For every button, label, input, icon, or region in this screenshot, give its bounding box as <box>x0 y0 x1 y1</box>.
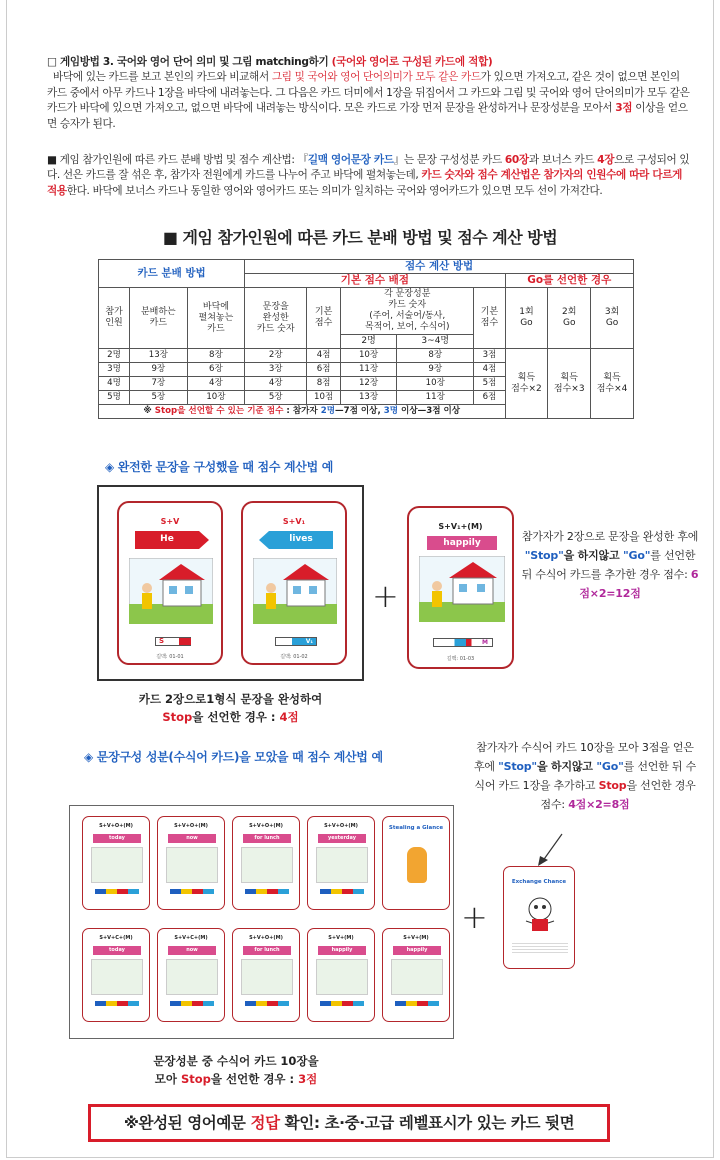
small-card-word: for lunch <box>243 834 291 843</box>
th-distribution: 카드 분배 방법 <box>99 260 245 288</box>
cell: 12장 <box>341 377 397 391</box>
section2-side-text <box>473 738 697 814</box>
plus-sign: + <box>372 577 399 615</box>
small-card-illustration <box>316 847 368 883</box>
cell: 3장 <box>245 363 307 377</box>
card-code: 길맥: 01-01 <box>156 654 184 660</box>
small-card-stripe <box>320 1001 364 1006</box>
game-method-title: □ 게임방법 3. 국어와 영어 단어 의미 및 그림 matching하기 <box>47 56 332 68</box>
small-card-stripe <box>395 1001 439 1006</box>
go-word: "Go" <box>596 760 624 773</box>
small-card-word: happily <box>318 946 366 955</box>
card-code: 길맥: 01-02 <box>280 654 308 660</box>
small-card-word: now <box>168 946 216 955</box>
small-card-stripe <box>170 889 214 894</box>
cell: 8점 <box>307 377 341 391</box>
small-card-word: for lunch <box>243 946 291 955</box>
note-a: : 참가자 <box>283 406 321 416</box>
small-card-word: today <box>93 834 141 843</box>
mascot-illustration <box>518 891 562 935</box>
method-text-2: 가 있으면 가져오고, 같은 것이 없으면 본인의 카드 중에서 아무 카드나 1장을 바닥에 내려놓는다. 그 다음은 카드 더미에서 1장을 뒤집어서 그 카드와 그림 및 국어와 영어 단어의미가 모두 같은 카드가 바닥에 있으면 가져오고, 없으면 바닥에 내려놓는 방식이다. 모은 카드로 가장 먼저 문장을 완성하거나 문장성분을 모아서 <box>47 71 690 115</box>
small-card-stripe <box>95 889 139 894</box>
th-go2: 2회 Go <box>548 288 591 349</box>
tag-m <box>433 638 493 647</box>
caption-line2 <box>96 1070 376 1088</box>
small-card <box>382 816 450 910</box>
caption-text-b: 을 선언한 경우 : <box>210 1072 299 1086</box>
th-2p: 2명 <box>341 335 397 349</box>
cell: 3점 <box>474 349 505 363</box>
footer-text-b: 확인: 초·중·고급 레벨표시가 있는 카드 뒷면 <box>279 1114 575 1132</box>
small-card-word: happily <box>393 946 441 955</box>
small-card <box>82 816 150 910</box>
giraffe-icon <box>407 847 427 883</box>
small-card-formula: S+V+O+(M) <box>324 823 358 829</box>
stop-word-2: Stop <box>598 779 627 792</box>
cell: 10장 <box>187 391 245 405</box>
small-card-illustration <box>241 959 293 995</box>
side-text-c: 를 선언한 뒤 수식어 카드를 추가한 경우 점수: <box>521 549 696 581</box>
cell: 5점 <box>474 377 505 391</box>
cell: 13장 <box>341 391 397 405</box>
cell: 9장 <box>397 363 474 377</box>
small-card-illustration <box>166 847 218 883</box>
cell: 5장 <box>130 391 188 405</box>
section1-caption <box>97 690 364 726</box>
caption-stop: Stop <box>180 1072 211 1086</box>
cell: 6점 <box>307 363 341 377</box>
card-formula <box>409 522 512 531</box>
go2-multiplier: 획득 점수×3 <box>548 349 591 419</box>
small-card-stripe <box>170 1001 214 1006</box>
plus-sign-2: + <box>461 898 488 936</box>
cell: 2명 <box>99 349 130 363</box>
th-go1: 1회 Go <box>505 288 548 349</box>
method-text-3: 이상을 얻으면 승자가 된다. <box>47 102 688 130</box>
side-score: 4점×2=8점 <box>568 798 630 811</box>
bonus-fine-print <box>512 941 568 955</box>
caption-line1: 카드 2장으로1형식 문장을 완성하여 <box>138 692 323 706</box>
note-d: 이상—3점 이상 <box>398 406 461 416</box>
two-card-box <box>97 485 364 681</box>
caption-score: 3점 <box>298 1072 318 1086</box>
small-card <box>82 928 150 1022</box>
small-card-formula: S+V+C+(M) <box>174 935 208 941</box>
caption-line1: 문장성분 중 수식어 카드 10장을 <box>153 1054 319 1068</box>
card-lives <box>241 501 347 665</box>
small-card <box>157 928 225 1022</box>
cell: 4명 <box>99 377 130 391</box>
card-word: happily <box>427 536 497 550</box>
cell: 8장 <box>397 349 474 363</box>
tag-color <box>179 638 191 645</box>
th-complete: 문장을 완성한 카드 숫자 <box>245 288 307 349</box>
go1-multiplier: 획득 점수×2 <box>505 349 548 419</box>
tag-text: M <box>482 639 488 646</box>
stop-word: "Stop" <box>524 549 564 562</box>
th-floor: 바닥에 펼쳐놓는 카드 <box>187 288 245 349</box>
small-card-illustration <box>91 959 143 995</box>
cell: 9장 <box>130 363 188 377</box>
dist-highlight: 카드 숫자와 점수 계산법은 참가자의 인원수에 따라 다르게 적용 <box>47 169 683 197</box>
small-card <box>307 928 375 1022</box>
th-34p: 3~4명 <box>397 335 474 349</box>
small-card-formula: S+V+O+(M) <box>174 823 208 829</box>
side-text-b: 을 하지않고 <box>563 549 623 562</box>
cell: 10장 <box>341 349 397 363</box>
score-table <box>98 259 634 419</box>
dist-text-2: 』는 문장 구성성분 카드 <box>393 154 505 166</box>
small-card-formula: Stealing a Glance <box>388 825 444 831</box>
house-illustration <box>419 556 505 622</box>
cell: 11장 <box>341 363 397 377</box>
ten-card-box <box>69 805 454 1039</box>
small-card-formula: S+V+(M) <box>403 935 429 941</box>
bonus-count: 4장 <box>597 154 615 166</box>
card-formula: S+V₁ <box>282 517 306 526</box>
cell: 4장 <box>187 377 245 391</box>
caption-line2 <box>97 708 364 726</box>
tag-text: V₁ <box>305 638 313 645</box>
footer-red: 정답 <box>250 1114 280 1132</box>
cell: 4장 <box>245 377 307 391</box>
cell: 4점 <box>307 349 341 363</box>
side-text-c: 를 선언한 뒤 수식어 카드 1장을 추가하고 <box>474 760 697 792</box>
cell: 5명 <box>99 391 130 405</box>
dist-text-5: 한다. 바닥에 보너스 카드나 동일한 영어와 영어카드 또는 의미가 일치하는 국어와 영어카드가 있으면 모두 선이 가져간다. <box>66 184 603 197</box>
th-base1: 기본 점수 <box>307 288 341 349</box>
side-text-a: 참가자가 수식어 카드 10장을 모아 3점을 얻은 후에 <box>473 741 694 773</box>
small-card-formula: S+V+(M) <box>328 935 354 941</box>
side-score: 6점×2=12점 <box>579 568 699 600</box>
section-heading: ■ 게임 참가인원에 따른 카드 분배 방법 및 점수 계산 방법 <box>162 228 558 247</box>
cell: 2장 <box>245 349 307 363</box>
stop-word: "Stop" <box>498 760 537 773</box>
small-card-formula: S+V+C+(M) <box>99 935 133 941</box>
answer-check-banner <box>88 1104 610 1142</box>
card-count: 60장 <box>504 154 529 166</box>
card-he <box>117 501 223 665</box>
section2-title: ◈ 문장구성 성분(수식어 카드)을 모았을 때 점수 계산법 예 <box>84 750 383 764</box>
note-b1: 2명 <box>320 406 336 416</box>
small-card-formula: S+V+O+(M) <box>99 823 133 829</box>
caption-text-a: 모아 <box>154 1072 181 1086</box>
cell: 6장 <box>187 363 245 377</box>
cell: 7장 <box>130 377 188 391</box>
small-card-formula: S+V+O+(M) <box>249 823 283 829</box>
th-dealt: 분배하는 카드 <box>130 288 188 349</box>
tag-v <box>275 637 317 646</box>
section1-title: ◈ 완전한 문장을 구성했을 때 점수 계산법 예 <box>105 460 334 474</box>
section1-side-text <box>520 527 700 603</box>
formula-text: S+V₁+(M) <box>438 522 483 531</box>
house-illustration <box>253 558 337 624</box>
note-b2: 3명 <box>383 406 399 416</box>
th-score-calc: 점수 계산 방법 <box>245 260 634 274</box>
method-highlight: 그림 및 국어와 영어 단어의미가 모두 같은 카드 <box>271 71 481 84</box>
go-word: "Go" <box>623 549 651 562</box>
small-card-illustration <box>316 959 368 995</box>
stop-criteria-note <box>99 405 506 419</box>
game-method-title-note: (국어와 영어로 구성된 카드에 적합) <box>331 56 493 68</box>
th-basic: 기본 점수 배점 <box>245 274 505 288</box>
side-text-b: 을 하지않고 <box>536 760 597 773</box>
th-go3: 3회 Go <box>591 288 634 349</box>
cell: 4점 <box>474 363 505 377</box>
small-card-word: today <box>93 946 141 955</box>
pointer-arrow <box>536 832 566 868</box>
small-card <box>232 816 300 910</box>
th-go: Go를 선언한 경우 <box>505 274 633 288</box>
card-code: 길맥: 01-03 <box>446 656 475 662</box>
side-text-a: 참가자가 2장으로 문장을 완성한 후에 <box>521 530 699 543</box>
tag-text: S <box>159 637 165 645</box>
small-card-formula: S+V+O+(M) <box>249 935 283 941</box>
game-method-title-block <box>47 55 691 132</box>
caption-text: 을 선언한 경우 : <box>192 710 280 724</box>
dist-text-3: 과 보너스 카드 <box>528 154 598 166</box>
card-word: lives <box>289 534 313 544</box>
small-card-word: now <box>168 834 216 843</box>
small-card-stripe <box>245 889 289 894</box>
card-formula: S+V <box>160 517 180 526</box>
cell: 11장 <box>397 391 474 405</box>
th-base2: 기본 점수 <box>474 288 505 349</box>
dist-text: ■ 게임 참가인원에 따른 카드 분배 방법 및 점수 계산법: 『 <box>47 154 308 166</box>
card-happily <box>407 506 514 669</box>
small-card-illustration <box>391 959 443 995</box>
cell: 5장 <box>245 391 307 405</box>
small-card-word: yesterday <box>318 834 366 843</box>
small-card-stripe <box>320 889 364 894</box>
th-players: 참가 인원 <box>99 288 130 349</box>
cell: 3명 <box>99 363 130 377</box>
small-card-stripe <box>95 1001 139 1006</box>
small-card <box>382 928 450 1022</box>
small-card-illustration <box>166 959 218 995</box>
modifier-card-wrap <box>407 506 514 669</box>
distribution-intro-block <box>47 153 691 199</box>
small-card <box>157 816 225 910</box>
small-card-illustration <box>241 847 293 883</box>
dist-text-4: 으로 구성되어 있다. 선은 카드를 잘 섞은 후, 참가자 전원에게 카드를 나누어 주고 바닥에 펼쳐놓는데, <box>47 154 690 182</box>
bonus-card <box>503 866 575 969</box>
caption-score: 4점 <box>279 710 299 724</box>
cell: 6점 <box>474 391 505 405</box>
th-components: 각 문장성분 카드 숫자 (주어, 서술어/동사, 목적어, 보어, 수식어) <box>341 288 474 335</box>
side-text-d: 을 선언한 경우 점수: <box>540 779 696 811</box>
note-c: —7점 이상, <box>335 406 384 416</box>
note-prefix: ※ <box>143 406 155 416</box>
small-card-illustration <box>91 847 143 883</box>
note-red: Stop을 선언할 수 있는 기준 점수 <box>154 406 284 416</box>
cell: 8장 <box>187 349 245 363</box>
bonus-title: Exchange Chance <box>511 879 567 885</box>
house-illustration <box>129 558 213 624</box>
table-row <box>99 349 634 363</box>
cell: 13장 <box>130 349 188 363</box>
product-name: 길맥 영어문장 카드 <box>307 154 394 166</box>
small-card-stripe <box>245 1001 289 1006</box>
caption-stop: Stop <box>162 710 193 724</box>
footer-text-a: ※완성된 영어예문 <box>123 1114 251 1132</box>
win-score: 3점 <box>615 102 633 115</box>
cell: 10장 <box>397 377 474 391</box>
cell: 10점 <box>307 391 341 405</box>
method-text: 바닥에 있는 카드를 보고 본인의 카드와 비교해서 <box>53 71 272 84</box>
go3-multiplier: 획득 점수×4 <box>591 349 634 419</box>
small-card <box>232 928 300 1022</box>
card-word: He <box>160 534 174 544</box>
section2-caption <box>96 1052 376 1088</box>
small-card <box>307 816 375 910</box>
